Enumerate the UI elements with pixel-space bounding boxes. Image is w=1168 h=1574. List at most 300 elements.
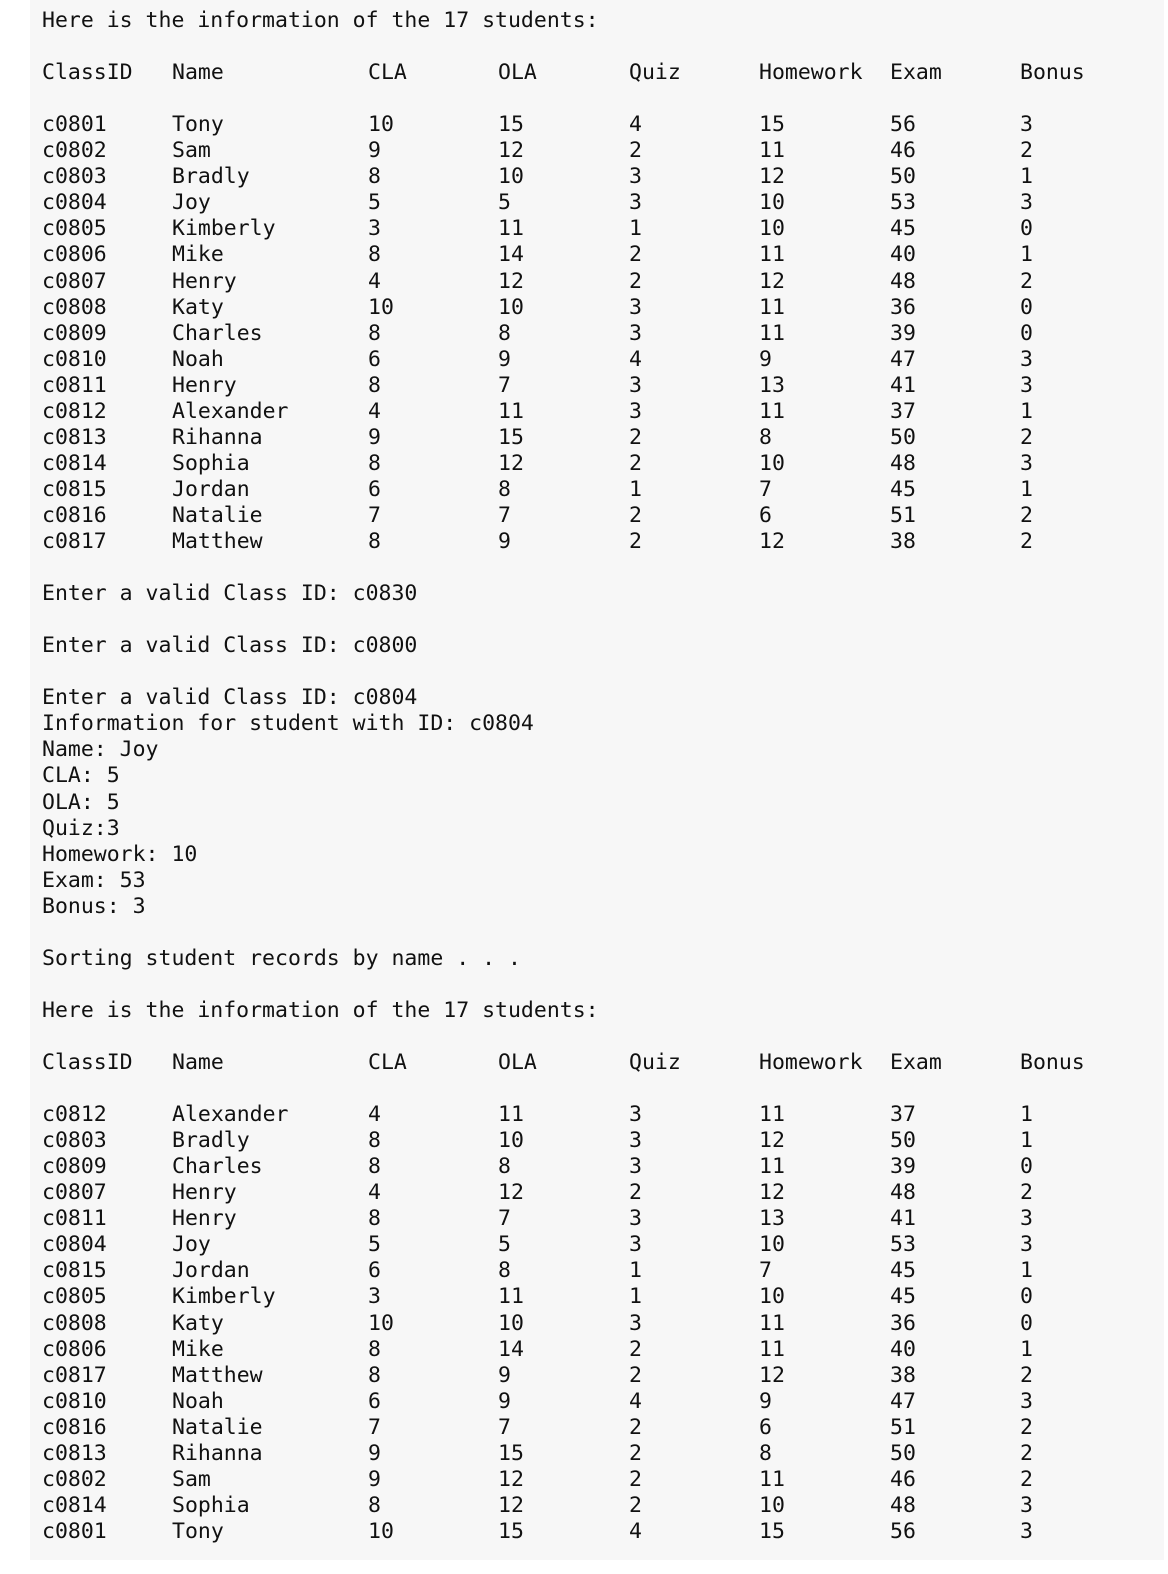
cell-homework: 12 bbox=[759, 1128, 785, 1154]
cell-quiz: 1 bbox=[629, 1284, 642, 1310]
cell-ola: 14 bbox=[498, 242, 524, 268]
cell-quiz: 3 bbox=[629, 398, 642, 424]
cell-quiz: Quiz bbox=[629, 60, 681, 86]
cell-name: Rihanna bbox=[172, 424, 263, 450]
cell-quiz: 2 bbox=[629, 1492, 642, 1518]
cell-classid: c0806 bbox=[42, 242, 107, 268]
table-row bbox=[42, 1102, 1142, 1128]
info-line: Exam: 53 bbox=[42, 867, 146, 893]
cell-bonus: 3 bbox=[1020, 372, 1033, 398]
cell-name: Bradly bbox=[172, 1128, 250, 1154]
cell-cla: 9 bbox=[368, 1440, 381, 1466]
cell-name: Tony bbox=[172, 112, 224, 138]
cell-exam: 40 bbox=[890, 242, 916, 268]
info-line: Name: Joy bbox=[42, 737, 159, 763]
cell-ola: 11 bbox=[498, 398, 524, 424]
cell-name: Tony bbox=[172, 1518, 224, 1544]
cell-exam: 50 bbox=[890, 424, 916, 450]
table-row bbox=[42, 216, 1142, 242]
table-row bbox=[42, 477, 1142, 503]
cell-exam: 37 bbox=[890, 398, 916, 424]
cell-name: Name bbox=[172, 1050, 224, 1075]
cell-quiz: 2 bbox=[629, 1414, 642, 1440]
cell-name: Henry bbox=[172, 1206, 237, 1232]
cell-name: Bradly bbox=[172, 164, 250, 190]
cell-exam: 47 bbox=[890, 1388, 916, 1414]
cell-cla: 5 bbox=[368, 190, 381, 216]
cell-homework: 8 bbox=[759, 1440, 772, 1466]
cell-ola: 7 bbox=[498, 502, 511, 528]
cell-exam: 36 bbox=[890, 294, 916, 320]
cell-exam: Exam bbox=[890, 60, 942, 86]
cell-bonus: 2 bbox=[1020, 1180, 1033, 1206]
cell-cla: 6 bbox=[368, 346, 381, 372]
cell-exam: 45 bbox=[890, 1258, 916, 1284]
table-row bbox=[42, 529, 1142, 555]
cell-name: Mike bbox=[172, 242, 224, 268]
table-header bbox=[42, 1050, 1142, 1076]
info-line: Bonus: 3 bbox=[42, 893, 146, 919]
cell-bonus: 3 bbox=[1020, 1492, 1033, 1518]
cell-exam: 41 bbox=[890, 1206, 916, 1232]
cell-classid: c0813 bbox=[42, 424, 107, 450]
prompt-line: Enter a valid Class ID: c0800 bbox=[42, 633, 418, 659]
cell-cla: 4 bbox=[368, 1180, 381, 1206]
cell-cla: 8 bbox=[368, 242, 381, 268]
cell-classid: c0805 bbox=[42, 1284, 107, 1310]
cell-homework: 11 bbox=[759, 1154, 785, 1180]
cell-ola: 10 bbox=[498, 1128, 524, 1154]
cell-ola: 8 bbox=[498, 320, 511, 346]
cell-bonus: 1 bbox=[1020, 1258, 1033, 1284]
cell-exam: 51 bbox=[890, 502, 916, 528]
cell-bonus: Bonus bbox=[1020, 60, 1085, 86]
cell-classid: c0801 bbox=[42, 112, 107, 138]
cell-classid: c0802 bbox=[42, 1466, 107, 1492]
cell-ola: 12 bbox=[498, 138, 524, 164]
cell-quiz: 2 bbox=[629, 1466, 642, 1492]
cell-ola: 11 bbox=[498, 1284, 524, 1310]
cell-bonus: 2 bbox=[1020, 502, 1033, 528]
cell-homework: 9 bbox=[759, 346, 772, 372]
cell-ola: 9 bbox=[498, 1362, 511, 1388]
cell-name: Charles bbox=[172, 320, 263, 346]
cell-quiz: 2 bbox=[629, 1440, 642, 1466]
cell-ola: 9 bbox=[498, 346, 511, 372]
cell-quiz: 3 bbox=[629, 1206, 642, 1232]
table-row bbox=[42, 1206, 1142, 1232]
cell-homework: Homework bbox=[759, 1050, 863, 1075]
cell-homework: 9 bbox=[759, 1388, 772, 1414]
cell-classid: c0802 bbox=[42, 138, 107, 164]
cell-cla: 8 bbox=[368, 1362, 381, 1388]
table-row bbox=[42, 1415, 1142, 1441]
cell-exam: 40 bbox=[890, 1336, 916, 1362]
cell-exam: 45 bbox=[890, 216, 916, 242]
cell-homework: 15 bbox=[759, 1518, 785, 1544]
info-line: Homework: 10 bbox=[42, 841, 198, 867]
cell-bonus: 1 bbox=[1020, 1128, 1033, 1154]
cell-bonus: 3 bbox=[1020, 346, 1033, 372]
cell-ola: 15 bbox=[498, 1518, 524, 1544]
cell-classid: c0812 bbox=[42, 398, 107, 424]
cell-homework: 11 bbox=[759, 1310, 785, 1336]
cell-cla: CLA bbox=[368, 60, 407, 86]
info-line: Quiz:3 bbox=[42, 815, 120, 841]
cell-cla: 6 bbox=[368, 1388, 381, 1414]
cell-bonus: 3 bbox=[1020, 112, 1033, 138]
cell-ola: 15 bbox=[498, 112, 524, 138]
cell-cla: 8 bbox=[368, 1128, 381, 1154]
cell-quiz: 2 bbox=[629, 1336, 642, 1362]
cell-name: Jordan bbox=[172, 476, 250, 502]
table-row bbox=[42, 269, 1142, 295]
cell-exam: 51 bbox=[890, 1414, 916, 1440]
cell-name: Matthew bbox=[172, 1362, 263, 1388]
cell-homework: 11 bbox=[759, 320, 785, 346]
cell-quiz: 3 bbox=[629, 1232, 642, 1258]
cell-name: Sam bbox=[172, 138, 211, 164]
cell-ola: 10 bbox=[498, 1310, 524, 1336]
cell-quiz: 2 bbox=[629, 1362, 642, 1388]
cell-cla: 8 bbox=[368, 164, 381, 190]
cell-bonus: 3 bbox=[1020, 1232, 1033, 1258]
cell-quiz: 4 bbox=[629, 346, 642, 372]
cell-quiz: 2 bbox=[629, 138, 642, 164]
cell-ola: 9 bbox=[498, 529, 511, 554]
table-row bbox=[42, 347, 1142, 373]
cell-cla: 4 bbox=[368, 1102, 381, 1128]
cell-name: Sophia bbox=[172, 1492, 250, 1518]
cell-cla: 7 bbox=[368, 1414, 381, 1440]
cell-ola: 12 bbox=[498, 1492, 524, 1518]
cell-bonus: 1 bbox=[1020, 476, 1033, 502]
cell-cla: 8 bbox=[368, 1336, 381, 1362]
cell-cla: CLA bbox=[368, 1050, 407, 1075]
table-row bbox=[42, 1441, 1142, 1467]
cell-homework: 15 bbox=[759, 112, 785, 138]
cell-homework: 10 bbox=[759, 1232, 785, 1258]
cell-classid: c0815 bbox=[42, 476, 107, 502]
cell-quiz: 3 bbox=[629, 372, 642, 398]
cell-bonus: 0 bbox=[1020, 1154, 1033, 1180]
table-row bbox=[42, 242, 1142, 268]
cell-homework: 7 bbox=[759, 1258, 772, 1284]
cell-exam: 56 bbox=[890, 1518, 916, 1544]
intro-line: Here is the information of the 17 students: bbox=[42, 8, 599, 33]
cell-homework: 11 bbox=[759, 1466, 785, 1492]
cell-bonus: 0 bbox=[1020, 320, 1033, 346]
cell-homework: 10 bbox=[759, 190, 785, 216]
table-row bbox=[42, 321, 1142, 347]
cell-bonus: 1 bbox=[1020, 1102, 1033, 1128]
cell-cla: 7 bbox=[368, 502, 381, 528]
cell-classid: c0814 bbox=[42, 450, 107, 476]
cell-cla: 6 bbox=[368, 1258, 381, 1284]
cell-cla: 4 bbox=[368, 398, 381, 424]
table-row bbox=[42, 1389, 1142, 1415]
cell-quiz: 1 bbox=[629, 1258, 642, 1284]
table-row bbox=[42, 1363, 1142, 1389]
cell-exam: 53 bbox=[890, 190, 916, 216]
cell-cla: 8 bbox=[368, 1206, 381, 1232]
cell-bonus: 2 bbox=[1020, 1414, 1033, 1440]
table-row bbox=[42, 138, 1142, 164]
cell-ola: 12 bbox=[498, 268, 524, 294]
cell-homework: 7 bbox=[759, 476, 772, 502]
table-row bbox=[42, 1493, 1142, 1519]
cell-homework: 6 bbox=[759, 1414, 772, 1440]
cell-bonus: 2 bbox=[1020, 1362, 1033, 1388]
cell-quiz: 3 bbox=[629, 164, 642, 190]
cell-classid: c0805 bbox=[42, 216, 107, 242]
cell-exam: 45 bbox=[890, 1284, 916, 1310]
cell-homework: 12 bbox=[759, 1362, 785, 1388]
cell-ola: OLA bbox=[498, 60, 537, 86]
cell-quiz: 2 bbox=[629, 502, 642, 528]
cell-bonus: 1 bbox=[1020, 398, 1033, 424]
cell-homework: 11 bbox=[759, 1102, 785, 1128]
cell-ola: 7 bbox=[498, 1414, 511, 1440]
cell-cla: 8 bbox=[368, 320, 381, 346]
cell-classid: ClassID bbox=[42, 60, 133, 86]
cell-cla: 10 bbox=[368, 1310, 394, 1336]
cell-quiz: 2 bbox=[629, 450, 642, 476]
cell-exam: 50 bbox=[890, 164, 916, 190]
cell-exam: Exam bbox=[890, 1050, 942, 1075]
cell-ola: 15 bbox=[498, 1440, 524, 1466]
table-row bbox=[42, 164, 1142, 190]
cell-homework: 10 bbox=[759, 1492, 785, 1518]
cell-cla: 9 bbox=[368, 424, 381, 450]
cell-name: Natalie bbox=[172, 1414, 263, 1440]
cell-exam: 36 bbox=[890, 1310, 916, 1336]
cell-classid: c0804 bbox=[42, 1232, 107, 1258]
cell-bonus: 1 bbox=[1020, 242, 1033, 268]
cell-homework: 12 bbox=[759, 529, 785, 554]
cell-classid: c0808 bbox=[42, 1310, 107, 1336]
cell-cla: 10 bbox=[368, 112, 394, 138]
table-row bbox=[42, 1311, 1142, 1337]
cell-homework: 13 bbox=[759, 1206, 785, 1232]
cell-classid: c0812 bbox=[42, 1102, 107, 1128]
cell-quiz: 3 bbox=[629, 294, 642, 320]
cell-exam: 46 bbox=[890, 138, 916, 164]
cell-name: Henry bbox=[172, 372, 237, 398]
cell-classid: c0807 bbox=[42, 268, 107, 294]
prompt-line: Enter a valid Class ID: c0830 bbox=[42, 581, 418, 607]
cell-bonus: 2 bbox=[1020, 424, 1033, 450]
table-row bbox=[42, 1337, 1142, 1363]
table-row bbox=[42, 190, 1142, 216]
cell-bonus: 3 bbox=[1020, 1518, 1033, 1544]
cell-cla: 5 bbox=[368, 1232, 381, 1258]
cell-exam: 45 bbox=[890, 476, 916, 502]
cell-exam: 50 bbox=[890, 1128, 916, 1154]
cell-cla: 3 bbox=[368, 1284, 381, 1310]
cell-classid: c0814 bbox=[42, 1492, 107, 1518]
cell-classid: c0811 bbox=[42, 372, 107, 398]
cell-ola: 14 bbox=[498, 1336, 524, 1362]
cell-name: Katy bbox=[172, 294, 224, 320]
cell-cla: 4 bbox=[368, 268, 381, 294]
cell-ola: 11 bbox=[498, 1102, 524, 1128]
cell-exam: 53 bbox=[890, 1232, 916, 1258]
table-row bbox=[42, 451, 1142, 477]
cell-classid: c0801 bbox=[42, 1518, 107, 1544]
cell-exam: 50 bbox=[890, 1440, 916, 1466]
cell-ola: 7 bbox=[498, 372, 511, 398]
cell-bonus: 2 bbox=[1020, 1440, 1033, 1466]
sorting-line: Sorting student records by name . . . bbox=[42, 945, 521, 971]
cell-name: Natalie bbox=[172, 502, 263, 528]
cell-quiz: 3 bbox=[629, 1310, 642, 1336]
cell-quiz: Quiz bbox=[629, 1050, 681, 1075]
cell-quiz: 3 bbox=[629, 1154, 642, 1180]
cell-classid: c0816 bbox=[42, 1414, 107, 1440]
cell-name: Joy bbox=[172, 1232, 211, 1258]
cell-ola: 11 bbox=[498, 216, 524, 242]
cell-cla: 8 bbox=[368, 1492, 381, 1518]
cell-name: Sam bbox=[172, 1466, 211, 1492]
cell-ola: 12 bbox=[498, 1466, 524, 1492]
info-line: OLA: 5 bbox=[42, 789, 120, 815]
cell-classid: c0810 bbox=[42, 1388, 107, 1414]
table-row bbox=[42, 295, 1142, 321]
cell-exam: 38 bbox=[890, 529, 916, 554]
cell-quiz: 4 bbox=[629, 1388, 642, 1414]
cell-homework: 11 bbox=[759, 1336, 785, 1362]
cell-exam: 41 bbox=[890, 372, 916, 398]
cell-quiz: 3 bbox=[629, 1102, 642, 1128]
prompt-line: Enter a valid Class ID: c0804 bbox=[42, 685, 418, 711]
cell-cla: 8 bbox=[368, 372, 381, 398]
info-line: CLA: 5 bbox=[42, 763, 120, 789]
table-header bbox=[42, 60, 1142, 86]
cell-bonus: 0 bbox=[1020, 1284, 1033, 1310]
cell-exam: 48 bbox=[890, 450, 916, 476]
cell-bonus: 0 bbox=[1020, 1310, 1033, 1336]
cell-classid: c0808 bbox=[42, 294, 107, 320]
cell-exam: 48 bbox=[890, 1492, 916, 1518]
cell-name: Katy bbox=[172, 1310, 224, 1336]
cell-exam: 37 bbox=[890, 1102, 916, 1128]
cell-classid: c0813 bbox=[42, 1440, 107, 1466]
terminal-output bbox=[30, 0, 1164, 1560]
table-row bbox=[42, 1519, 1142, 1545]
cell-homework: 12 bbox=[759, 268, 785, 294]
cell-ola: OLA bbox=[498, 1050, 537, 1075]
cell-quiz: 2 bbox=[629, 529, 642, 554]
cell-classid: c0806 bbox=[42, 1336, 107, 1362]
cell-homework: 6 bbox=[759, 502, 772, 528]
table-row bbox=[42, 399, 1142, 425]
cell-bonus: 2 bbox=[1020, 138, 1033, 164]
cell-cla: 9 bbox=[368, 1466, 381, 1492]
cell-quiz: 1 bbox=[629, 476, 642, 502]
cell-quiz: 2 bbox=[629, 1180, 642, 1206]
table-row bbox=[42, 1154, 1142, 1180]
cell-exam: 48 bbox=[890, 1180, 916, 1206]
cell-name: Mike bbox=[172, 1336, 224, 1362]
cell-quiz: 3 bbox=[629, 1128, 642, 1154]
table-row bbox=[42, 425, 1142, 451]
cell-cla: 6 bbox=[368, 476, 381, 502]
table-row bbox=[42, 1128, 1142, 1154]
cell-cla: 9 bbox=[368, 138, 381, 164]
table-row bbox=[42, 1258, 1142, 1284]
cell-classid: c0815 bbox=[42, 1258, 107, 1284]
cell-classid: ClassID bbox=[42, 1050, 133, 1075]
cell-name: Jordan bbox=[172, 1258, 250, 1284]
intro-line: Here is the information of the 17 students: bbox=[42, 997, 599, 1023]
cell-name: Matthew bbox=[172, 529, 263, 554]
cell-homework: 11 bbox=[759, 294, 785, 320]
cell-homework: 11 bbox=[759, 398, 785, 424]
cell-cla: 8 bbox=[368, 1154, 381, 1180]
cell-name: Henry bbox=[172, 268, 237, 294]
cell-bonus: 1 bbox=[1020, 164, 1033, 190]
cell-ola: 8 bbox=[498, 1154, 511, 1180]
cell-name: Name bbox=[172, 60, 224, 86]
cell-bonus: 3 bbox=[1020, 1388, 1033, 1414]
cell-classid: c0817 bbox=[42, 529, 107, 554]
cell-name: Kimberly bbox=[172, 1284, 276, 1310]
cell-name: Noah bbox=[172, 1388, 224, 1414]
cell-quiz: 1 bbox=[629, 216, 642, 242]
cell-name: Henry bbox=[172, 1180, 237, 1206]
cell-name: Kimberly bbox=[172, 216, 276, 242]
cell-ola: 10 bbox=[498, 294, 524, 320]
cell-classid: c0816 bbox=[42, 502, 107, 528]
cell-name: Rihanna bbox=[172, 1440, 263, 1466]
cell-cla: 8 bbox=[368, 529, 381, 554]
cell-exam: 39 bbox=[890, 320, 916, 346]
cell-cla: 10 bbox=[368, 294, 394, 320]
cell-classid: c0811 bbox=[42, 1206, 107, 1232]
cell-bonus: 2 bbox=[1020, 529, 1033, 554]
cell-ola: 12 bbox=[498, 450, 524, 476]
cell-bonus: 3 bbox=[1020, 450, 1033, 476]
cell-ola: 7 bbox=[498, 1206, 511, 1232]
cell-bonus: 0 bbox=[1020, 294, 1033, 320]
cell-homework: 10 bbox=[759, 450, 785, 476]
cell-bonus: Bonus bbox=[1020, 1050, 1085, 1075]
cell-quiz: 2 bbox=[629, 268, 642, 294]
cell-ola: 15 bbox=[498, 424, 524, 450]
cell-classid: c0803 bbox=[42, 164, 107, 190]
table-row bbox=[42, 112, 1142, 138]
cell-homework: 10 bbox=[759, 216, 785, 242]
cell-cla: 3 bbox=[368, 216, 381, 242]
cell-name: Sophia bbox=[172, 450, 250, 476]
cell-quiz: 3 bbox=[629, 190, 642, 216]
cell-bonus: 3 bbox=[1020, 1206, 1033, 1232]
cell-classid: c0807 bbox=[42, 1180, 107, 1206]
cell-cla: 10 bbox=[368, 1518, 394, 1544]
cell-classid: c0810 bbox=[42, 346, 107, 372]
cell-classid: c0817 bbox=[42, 1362, 107, 1388]
cell-homework: 13 bbox=[759, 372, 785, 398]
cell-classid: c0809 bbox=[42, 1154, 107, 1180]
table-row bbox=[42, 1467, 1142, 1493]
cell-homework: 11 bbox=[759, 242, 785, 268]
cell-name: Alexander bbox=[172, 398, 289, 424]
cell-homework: 12 bbox=[759, 1180, 785, 1206]
table-row bbox=[42, 1180, 1142, 1206]
cell-quiz: 3 bbox=[629, 320, 642, 346]
cell-quiz: 2 bbox=[629, 424, 642, 450]
